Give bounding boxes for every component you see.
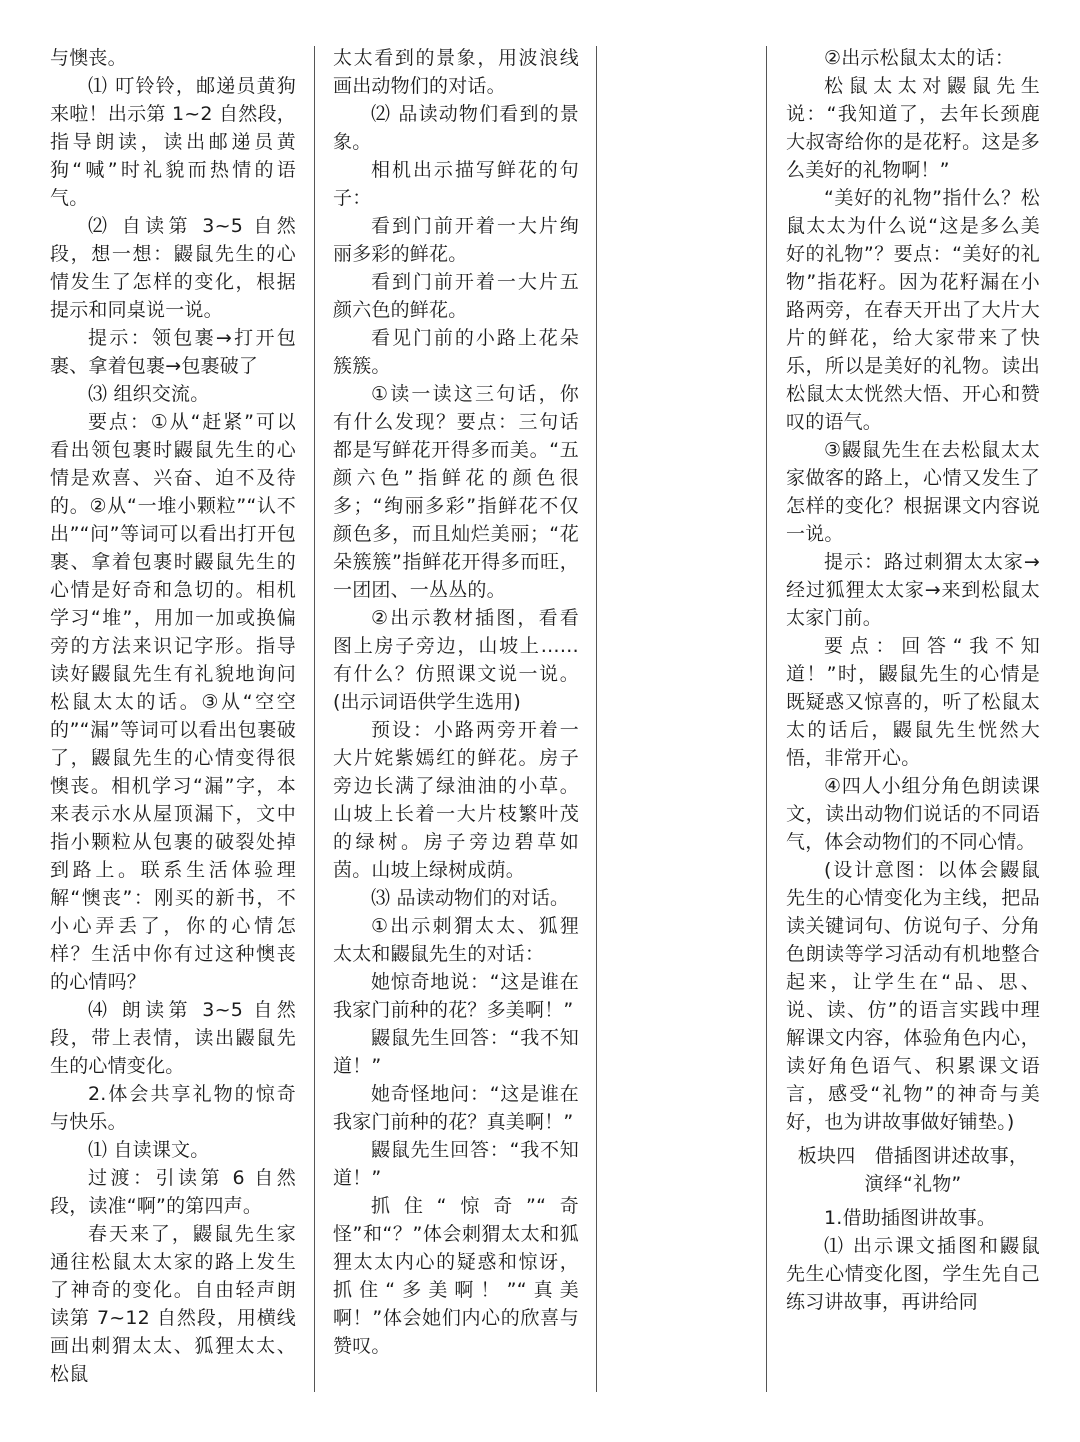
paragraph: 提示：路过刺猬太太家→经过狐狸太太家→来到松鼠太太家门前。 [786, 551, 1040, 629]
column-divider-1 [314, 46, 315, 1392]
paragraph: 过渡：引读第 6 自然段，读准“啊”的第四声。 [50, 1167, 296, 1217]
text-column-1 [50, 44, 296, 1388]
paragraph: “美好的礼物”指什么？松鼠太太为什么说“这是多么美好的礼物”？要点：“美好的礼物”指花籽。因为花籽漏在小路两旁，在春天开出了大片大片的鲜花，给大家带来了快乐，所以是美好的礼物。读出松鼠太太恍然大悟、开心和赞叹的语气。 [786, 187, 1040, 433]
paragraph: ②出示松鼠太太的话： [824, 47, 1015, 69]
column-divider-3 [766, 46, 767, 1392]
paragraph: 板块四 借插图讲述故事， [797, 1145, 1029, 1167]
paragraph: ⑴ 叮铃铃，邮递员黄狗来啦！出示第 1~2 自然段，指导朗读，读出邮递员黄狗“喊”时礼貌而热情的语气。 [50, 75, 296, 209]
paragraph: ⑶ 组织交流。 [88, 383, 210, 405]
paragraph: 要点：回答“我不知道！”时，鼹鼠先生的心情是既疑惑又惊喜的，听了松鼠太太的话后，鼹鼠先生恍然大悟，非常开心。 [786, 635, 1040, 769]
paragraph: ①读一读这三句话，你有什么发现？要点：三句话都是写鲜花开得多而美。“五颜六色”指鲜花的颜色很多；“绚丽多彩”指鲜花不仅颜色多，而且灿烂美丽；“花朵簇簇”指鲜花开得多而旺，一团团、一丛丛的。 [333, 383, 579, 601]
paragraph: ②出示教材插图，看看图上房子旁边，山坡上……有什么？仿照课文说一说。(出示词语供学生选用) [333, 607, 579, 713]
paragraph: 她惊奇地说：“这是谁在我家门前种的花？多美啊！” [333, 971, 579, 1021]
paragraph: 提示：领包裹→打开包裹、拿着包裹→包裹破了 [50, 327, 296, 377]
text-column-2 [333, 44, 579, 1360]
paragraph: 相机出示描写鲜花的句子： [333, 159, 579, 209]
paragraph: 看到门前开着一大片五颜六色的鲜花。 [333, 271, 579, 321]
paragraph: ④四人小组分角色朗读课文，读出动物们说话的不同语气，体会动物们的不同心情。 [786, 775, 1040, 853]
paragraph: 抓住“惊奇”“奇怪”和“？”体会刺猬太太和狐狸太太内心的疑惑和惊讶，抓住“多美啊！”“真美啊！”体会她们内心的欣喜与赞叹。 [333, 1195, 579, 1357]
paragraph: ⑶ 品读动物们的对话。 [371, 887, 570, 909]
text-column-4 [786, 44, 1040, 1316]
paragraph: 看见门前的小路上花朵簇簇。 [333, 327, 579, 377]
paragraph: 预设：小路两旁开着一大片姹紫嫣红的鲜花。房子旁边长满了绿油油的小草。山坡上长着一大片枝繁叶茂的绿树。房子旁边碧草如茵。山坡上绿树成荫。 [333, 719, 579, 881]
paragraph: (设计意图：以体会鼹鼠先生的心情变化为主线，把品读关键词句、仿说句子、分角色朗读等学习活动有机地整合起来，让学生在“品、思、说、读、仿”的语言实践中理解课文内容，体验角色内心，读好角色语气、积累课文语言，感受“礼物”的神奇与美好，也为讲故事做好铺垫。) [786, 859, 1040, 1133]
paragraph: ⑵ 自读第 3~5 自然段，想一想：鼹鼠先生的心情发生了怎样的变化，根据提示和同桌说一说。 [50, 215, 296, 321]
paragraph: 演绎“礼物” [864, 1173, 962, 1195]
paragraph: ⑴ 出示课文插图和鼹鼠先生心情变化图，学生先自己练习讲故事，再讲给同 [786, 1235, 1040, 1313]
paragraph: 看到门前开着一大片绚丽多彩的鲜花。 [333, 215, 579, 265]
paragraph: ⑵ 品读动物们看到的景象。 [333, 103, 579, 153]
paragraph: ⑷ 朗读第 3~5 自然段，带上表情，读出鼹鼠先生的心情变化。 [50, 999, 296, 1077]
paragraph: 春天来了，鼹鼠先生家通往松鼠太太家的路上发生了神奇的变化。自由轻声朗读第 7~12 自然段，用横线画出刺猬太太、狐狸太太、松鼠 [50, 1223, 296, 1385]
paragraph: 她奇怪地问：“这是谁在我家门前种的花？真美啊！” [333, 1083, 579, 1133]
paragraph: ⑴ 自读课文。 [88, 1139, 210, 1161]
paragraph: 鼹鼠先生回答：“我不知道！” [333, 1139, 579, 1189]
paragraph: ③鼹鼠先生在去松鼠太太家做客的路上，心情又发生了怎样的变化？根据课文内容说一说。 [786, 439, 1040, 545]
paragraph: 1.借助插图讲故事。 [824, 1207, 997, 1229]
paragraph: 要点：①从“赶紧”可以看出领包裹时鼹鼠先生的心情是欢喜、兴奋、迫不及待的。②从“一堆小颗粒”“认不出”“问”等词可以看出打开包裹、拿着包裹时鼹鼠先生的心情是好奇和急切的。相机学习“堆”，用加一加或换偏旁的方法来识记字形。指导读好鼹鼠先生有礼貌地询问松鼠太太的话。③从“空空的”“漏”等词可以看出包裹破了，鼹鼠先生的心情变得很懊丧。相机学习“漏”字，本来表示水从屋顶漏下，文中指小颗粒从包裹的破裂处掉到路上。联系生活体验理解“懊丧”：刚买的新书，不小心弄丢了，你的心情怎样？生活中你有过这种懊丧的心情吗？ [50, 411, 296, 993]
paragraph: 与懊丧。 [50, 47, 127, 69]
paragraph: 松鼠太太对鼹鼠先生说：“我知道了，去年长颈鹿大叔寄给你的是花籽。这是多么美好的礼物啊！” [786, 75, 1040, 181]
column-divider-2 [596, 46, 597, 1392]
paragraph: 鼹鼠先生回答：“我不知道！” [333, 1027, 579, 1077]
paragraph: 2.体会共享礼物的惊奇与快乐。 [50, 1083, 296, 1133]
paragraph: 太太看到的景象，用波浪线画出动物们的对话。 [333, 47, 579, 97]
paragraph: ①出示刺猬太太、狐狸太太和鼹鼠先生的对话： [333, 915, 579, 965]
